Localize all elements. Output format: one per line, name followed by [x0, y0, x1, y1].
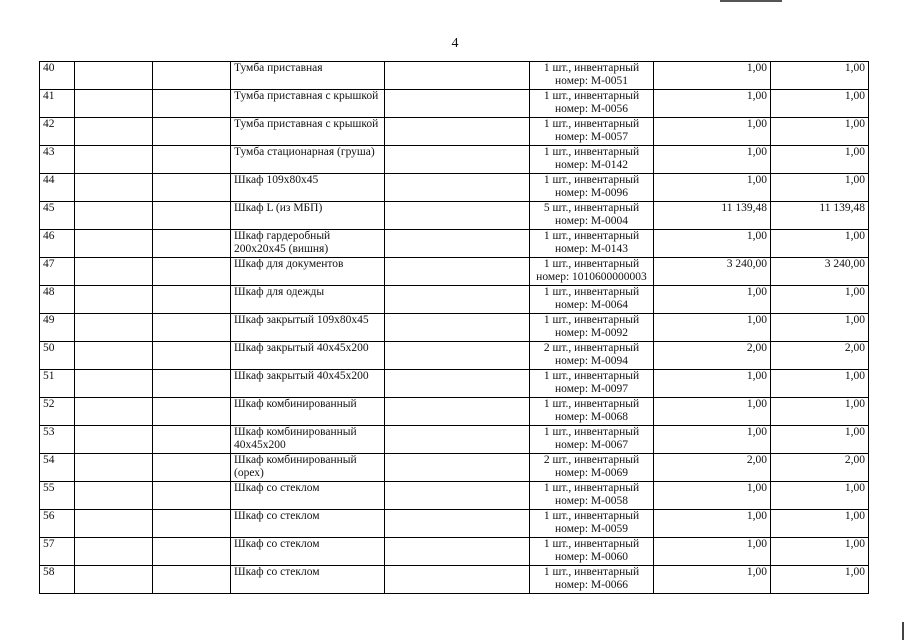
inventory-number: номер: М-0067: [555, 439, 628, 451]
inventory-number: номер: М-0058: [555, 495, 628, 507]
item-value: 1,00: [654, 90, 771, 118]
empty-cell: [385, 202, 530, 230]
item-name: Шкаф комбинированный 40х45х200: [231, 426, 385, 454]
empty-cell: [153, 230, 231, 258]
empty-cell: [75, 426, 153, 454]
row-number: 53: [40, 426, 75, 454]
inventory-number: номер: М-0143: [555, 243, 628, 255]
empty-cell: [75, 258, 153, 286]
item-value: 2,00: [654, 342, 771, 370]
empty-cell: [385, 482, 530, 510]
table-row: [40, 482, 869, 510]
item-quantity: [530, 342, 654, 370]
item-quantity: [530, 286, 654, 314]
item-name: Шкаф со стеклом: [231, 482, 385, 510]
item-quantity: [530, 258, 654, 286]
empty-cell: [153, 62, 231, 90]
item-total: 1,00: [771, 230, 869, 258]
item-name: Шкаф для одежды: [231, 286, 385, 314]
inventory-number: номер: М-0056: [555, 103, 628, 115]
empty-cell: [153, 370, 231, 398]
table-row: [40, 90, 869, 118]
quantity-line: 1 шт., инвентарный: [543, 230, 640, 242]
quantity-line: 2 шт., инвентарный: [543, 454, 640, 466]
item-name: Шкаф со стеклом: [231, 510, 385, 538]
row-number: 50: [40, 342, 75, 370]
empty-cell: [75, 398, 153, 426]
empty-cell: [385, 286, 530, 314]
table-row: [40, 510, 869, 538]
item-quantity: [530, 62, 654, 90]
empty-cell: [153, 426, 231, 454]
inventory-number: номер: М-0069: [555, 467, 628, 479]
item-total: 1,00: [771, 566, 869, 594]
empty-cell: [385, 314, 530, 342]
empty-cell: [385, 62, 530, 90]
row-number: 51: [40, 370, 75, 398]
row-number: 41: [40, 90, 75, 118]
empty-cell: [153, 454, 231, 482]
empty-cell: [385, 426, 530, 454]
quantity-line: 1 шт., инвентарный: [543, 62, 640, 74]
empty-cell: [385, 90, 530, 118]
empty-cell: [385, 454, 530, 482]
empty-cell: [385, 230, 530, 258]
quantity-line: 1 шт., инвентарный: [543, 146, 640, 158]
empty-cell: [385, 342, 530, 370]
item-quantity: [530, 118, 654, 146]
item-total: 1,00: [771, 510, 869, 538]
row-number: 57: [40, 538, 75, 566]
empty-cell: [153, 342, 231, 370]
item-quantity: [530, 146, 654, 174]
empty-cell: [153, 90, 231, 118]
item-quantity: [530, 510, 654, 538]
empty-cell: [75, 90, 153, 118]
item-total: 3 240,00: [771, 258, 869, 286]
item-total: 1,00: [771, 314, 869, 342]
item-value: 1,00: [654, 510, 771, 538]
item-value: 1,00: [654, 482, 771, 510]
row-number: 46: [40, 230, 75, 258]
empty-cell: [153, 146, 231, 174]
inventory-number: номер: М-0142: [555, 159, 628, 171]
empty-cell: [75, 370, 153, 398]
quantity-line: 1 шт., инвентарный: [543, 426, 640, 438]
inventory-number: номер: М-0096: [555, 187, 628, 199]
table-row: [40, 370, 869, 398]
item-quantity: [530, 174, 654, 202]
table-row: [40, 342, 869, 370]
empty-cell: [385, 146, 530, 174]
table-row: [40, 174, 869, 202]
row-number: 43: [40, 146, 75, 174]
quantity-line: 1 шт., инвентарный: [543, 258, 640, 270]
empty-cell: [75, 510, 153, 538]
empty-cell: [153, 286, 231, 314]
empty-cell: [385, 174, 530, 202]
scan-artifact-right: [902, 622, 904, 640]
item-quantity: [530, 314, 654, 342]
quantity-line: 1 шт., инвентарный: [543, 286, 640, 298]
item-total: 11 139,48: [771, 202, 869, 230]
table-row: [40, 398, 869, 426]
item-quantity: [530, 482, 654, 510]
item-name: Шкаф 109х80х45: [231, 174, 385, 202]
table-row: [40, 454, 869, 482]
empty-cell: [75, 566, 153, 594]
item-quantity: [530, 454, 654, 482]
empty-cell: [153, 566, 231, 594]
item-total: 1,00: [771, 118, 869, 146]
table-row: [40, 62, 869, 90]
item-value: 1,00: [654, 62, 771, 90]
item-value: 1,00: [654, 314, 771, 342]
empty-cell: [75, 286, 153, 314]
row-number: 40: [40, 62, 75, 90]
item-name: Шкаф комбинированный: [231, 398, 385, 426]
empty-cell: [385, 566, 530, 594]
table-row: [40, 314, 869, 342]
item-name: Шкаф гардеробный 200х20х45 (вишня): [231, 230, 385, 258]
item-name: Тумба приставная с крышкой: [231, 118, 385, 146]
item-total: 1,00: [771, 482, 869, 510]
item-value: 1,00: [654, 230, 771, 258]
row-number: 58: [40, 566, 75, 594]
empty-cell: [153, 174, 231, 202]
item-value: 2,00: [654, 454, 771, 482]
item-name: Шкаф закрытый 40х45х200: [231, 342, 385, 370]
item-total: 1,00: [771, 286, 869, 314]
empty-cell: [75, 118, 153, 146]
item-total: 1,00: [771, 370, 869, 398]
item-quantity: [530, 90, 654, 118]
table-row: [40, 286, 869, 314]
empty-cell: [75, 230, 153, 258]
row-number: 42: [40, 118, 75, 146]
inventory-number: номер: М-0057: [555, 131, 628, 143]
inventory-number: номер: М-0097: [555, 383, 628, 395]
item-value: 1,00: [654, 538, 771, 566]
quantity-line: 5 шт., инвентарный: [543, 202, 640, 214]
item-name: Шкаф L (из МБП): [231, 202, 385, 230]
inventory-number: номер: М-0068: [555, 411, 628, 423]
item-total: 1,00: [771, 398, 869, 426]
empty-cell: [75, 174, 153, 202]
item-name: Шкаф со стеклом: [231, 566, 385, 594]
row-number: 45: [40, 202, 75, 230]
inventory-number: номер: М-0092: [555, 327, 628, 339]
empty-cell: [75, 202, 153, 230]
item-total: 1,00: [771, 90, 869, 118]
table-body: [40, 62, 869, 594]
inventory-number: номер: М-0064: [555, 299, 628, 311]
quantity-line: 1 шт., инвентарный: [543, 370, 640, 382]
inventory-number: номер: М-0066: [555, 579, 628, 591]
item-total: 1,00: [771, 146, 869, 174]
row-number: 56: [40, 510, 75, 538]
item-name: Шкаф со стеклом: [231, 538, 385, 566]
item-total: 1,00: [771, 426, 869, 454]
item-value: 1,00: [654, 398, 771, 426]
item-value: 1,00: [654, 286, 771, 314]
quantity-line: 1 шт., инвентарный: [543, 314, 640, 326]
quantity-line: 1 шт., инвентарный: [543, 118, 640, 130]
item-quantity: [530, 426, 654, 454]
item-total: 1,00: [771, 538, 869, 566]
table-row: [40, 258, 869, 286]
empty-cell: [75, 62, 153, 90]
empty-cell: [153, 202, 231, 230]
page-number: 4: [451, 36, 459, 51]
item-quantity: [530, 566, 654, 594]
item-name: Шкаф комбинированный (орех): [231, 454, 385, 482]
inventory-number: номер: 1010600000003: [536, 271, 647, 283]
empty-cell: [75, 342, 153, 370]
empty-cell: [153, 398, 231, 426]
quantity-line: 1 шт., инвентарный: [543, 482, 640, 494]
item-value: 1,00: [654, 146, 771, 174]
item-value: 11 139,48: [654, 202, 771, 230]
row-number: 48: [40, 286, 75, 314]
empty-cell: [153, 510, 231, 538]
item-value: 1,00: [654, 370, 771, 398]
empty-cell: [385, 398, 530, 426]
inventory-number: номер: М-0004: [555, 215, 628, 227]
inventory-number: номер: М-0051: [555, 75, 628, 87]
item-value: 1,00: [654, 566, 771, 594]
table-row: [40, 566, 869, 594]
empty-cell: [75, 454, 153, 482]
quantity-line: 2 шт., инвентарный: [543, 342, 640, 354]
item-total: 1,00: [771, 62, 869, 90]
empty-cell: [385, 258, 530, 286]
empty-cell: [153, 482, 231, 510]
table-row: [40, 538, 869, 566]
table-row: [40, 230, 869, 258]
item-name: Шкаф для документов: [231, 258, 385, 286]
item-total: 2,00: [771, 454, 869, 482]
quantity-line: 1 шт., инвентарный: [543, 538, 640, 550]
quantity-line: 1 шт., инвентарный: [543, 398, 640, 410]
quantity-line: 1 шт., инвентарный: [543, 90, 640, 102]
empty-cell: [385, 510, 530, 538]
empty-cell: [385, 118, 530, 146]
empty-cell: [153, 314, 231, 342]
empty-cell: [75, 538, 153, 566]
item-value: 1,00: [654, 118, 771, 146]
inventory-number: номер: М-0094: [555, 355, 628, 367]
inventory-table: [39, 61, 869, 594]
item-value: 1,00: [654, 426, 771, 454]
quantity-line: 1 шт., инвентарный: [543, 510, 640, 522]
table-row: [40, 118, 869, 146]
item-name: Тумба приставная: [231, 62, 385, 90]
item-name: Шкаф закрытый 109х80х45: [231, 314, 385, 342]
row-number: 54: [40, 454, 75, 482]
row-number: 47: [40, 258, 75, 286]
quantity-line: 1 шт., инвентарный: [543, 566, 640, 578]
empty-cell: [75, 314, 153, 342]
item-quantity: [530, 230, 654, 258]
empty-cell: [385, 538, 530, 566]
item-total: 1,00: [771, 174, 869, 202]
quantity-line: 1 шт., инвентарный: [543, 174, 640, 186]
table-row: [40, 146, 869, 174]
item-quantity: [530, 202, 654, 230]
table-row: [40, 426, 869, 454]
empty-cell: [75, 146, 153, 174]
table-row: [40, 202, 869, 230]
item-quantity: [530, 370, 654, 398]
row-number: 44: [40, 174, 75, 202]
empty-cell: [385, 370, 530, 398]
item-quantity: [530, 538, 654, 566]
row-number: 52: [40, 398, 75, 426]
item-total: 2,00: [771, 342, 869, 370]
scan-artifact-top: [720, 0, 782, 2]
empty-cell: [153, 538, 231, 566]
item-value: 1,00: [654, 174, 771, 202]
empty-cell: [75, 482, 153, 510]
inventory-number: номер: М-0059: [555, 523, 628, 535]
item-quantity: [530, 398, 654, 426]
item-value: 3 240,00: [654, 258, 771, 286]
row-number: 55: [40, 482, 75, 510]
item-name: Шкаф закрытый 40х45х200: [231, 370, 385, 398]
empty-cell: [153, 118, 231, 146]
item-name: Тумба стационарная (груша): [231, 146, 385, 174]
row-number: 49: [40, 314, 75, 342]
empty-cell: [153, 258, 231, 286]
inventory-number: номер: М-0060: [555, 551, 628, 563]
item-name: Тумба приставная с крышкой: [231, 90, 385, 118]
